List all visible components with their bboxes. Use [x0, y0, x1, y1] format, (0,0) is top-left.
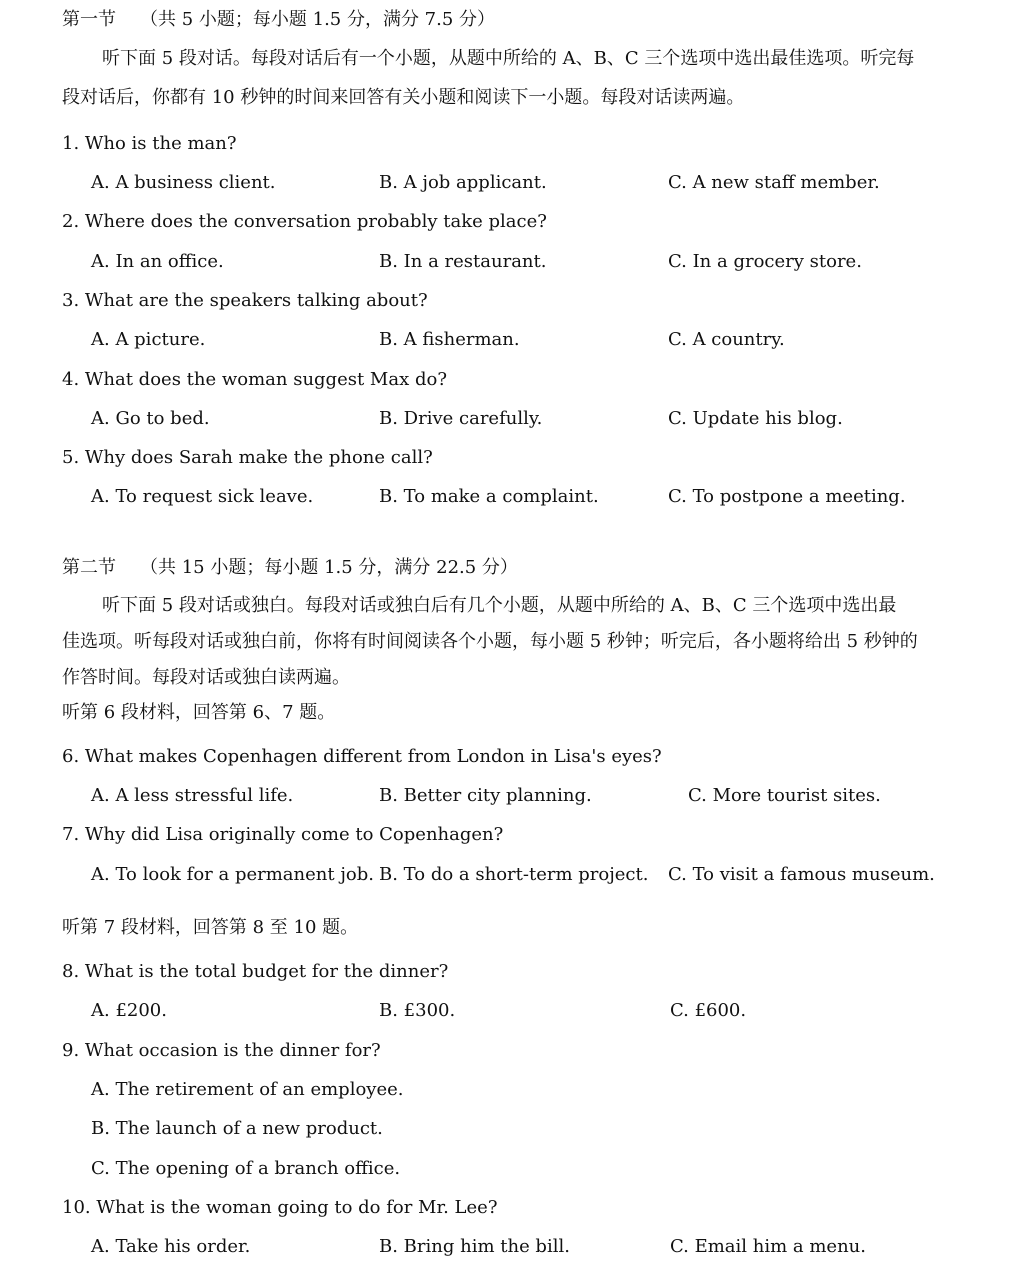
section-1-instruction: 段对话后，你都有 10 秒钟的时间来回答有关小题和阅读下一小题。每段对话读两遍。: [62, 87, 745, 108]
q2-option-b[interactable]: B. In a restaurant.: [379, 251, 547, 272]
section-1-header: [62, 8, 495, 32]
question-4: 4. What does the woman suggest Max do?: [62, 369, 447, 390]
q6-option-c[interactable]: C. More tourist sites.: [688, 785, 881, 806]
section-1-title: 第一节: [62, 9, 116, 30]
question-8: 8. What is the total budget for the dinner?: [62, 961, 449, 982]
question-10: 10. What is the woman going to do for Mr. Lee?: [62, 1197, 498, 1218]
section-2-instruction: 听下面 5 段对话或独白。每段对话或独白后有几个小题，从题中所给的 A、B、C 三个选项中选出最: [102, 595, 897, 616]
question-5: 5. Why does Sarah make the phone call?: [62, 447, 433, 468]
q9-option-b[interactable]: B. The launch of a new product.: [91, 1118, 383, 1139]
material-6-instruction: 听第 6 段材料，回答第 6、7 题。: [62, 702, 336, 723]
q9-option-a[interactable]: A. The retirement of an employee.: [91, 1079, 404, 1100]
q2-option-a[interactable]: A. In an office.: [91, 251, 224, 272]
q10-option-b[interactable]: B. Bring him the bill.: [379, 1236, 570, 1257]
section-1-instruction: 听下面 5 段对话。每段对话后有一个小题，从题中所给的 A、B、C 三个选项中选出最佳选项。听完每: [102, 48, 915, 69]
question-3: 3. What are the speakers talking about?: [62, 290, 428, 311]
section-2-instruction: 佳选项。听每段对话或独白前，你将有时间阅读各个小题，每小题 5 秒钟；听完后，各小题将给出 5 秒钟的: [62, 631, 918, 652]
material-7-instruction: 听第 7 段材料，回答第 8 至 10 题。: [62, 917, 359, 938]
q7-option-b[interactable]: B. To do a short-term project.: [379, 864, 649, 885]
section-2-instruction: 作答时间。每段对话或独白读两遍。: [62, 667, 350, 688]
q8-option-c[interactable]: C. £600.: [670, 1000, 747, 1021]
q6-option-a[interactable]: A. A less stressful life.: [91, 785, 294, 806]
q1-option-c[interactable]: C. A new staff member.: [668, 172, 880, 193]
section-1-info: （共 5 小题；每小题 1.5 分，满分 7.5 分）: [140, 9, 496, 30]
question-1: 1. Who is the man?: [62, 133, 237, 154]
q4-option-a[interactable]: A. Go to bed.: [91, 408, 210, 429]
section-2-header: [62, 556, 518, 580]
q1-option-a[interactable]: A. A business client.: [91, 172, 276, 193]
q9-option-c[interactable]: C. The opening of a branch office.: [91, 1158, 401, 1179]
q5-option-b[interactable]: B. To make a complaint.: [379, 486, 599, 507]
q8-option-b[interactable]: B. £300.: [379, 1000, 456, 1021]
question-2: 2. Where does the conversation probably take place?: [62, 211, 547, 232]
q10-option-c[interactable]: C. Email him a menu.: [670, 1236, 866, 1257]
q7-option-c[interactable]: C. To visit a famous museum.: [668, 864, 935, 885]
q10-option-a[interactable]: A. Take his order.: [91, 1236, 251, 1257]
q4-option-c[interactable]: C. Update his blog.: [668, 408, 843, 429]
section-2-title: 第二节: [62, 557, 116, 578]
q1-option-b[interactable]: B. A job applicant.: [379, 172, 547, 193]
q5-option-a[interactable]: A. To request sick leave.: [91, 486, 314, 507]
q7-option-a[interactable]: A. To look for a permanent job.: [91, 864, 374, 885]
q5-option-c[interactable]: C. To postpone a meeting.: [668, 486, 906, 507]
q3-option-a[interactable]: A. A picture.: [91, 329, 206, 350]
q3-option-b[interactable]: B. A fisherman.: [379, 329, 520, 350]
q8-option-a[interactable]: A. £200.: [91, 1000, 167, 1021]
q3-option-c[interactable]: C. A country.: [668, 329, 785, 350]
q6-option-b[interactable]: B. Better city planning.: [379, 785, 592, 806]
section-2-info: （共 15 小题；每小题 1.5 分，满分 22.5 分）: [140, 557, 518, 578]
q4-option-b[interactable]: B. Drive carefully.: [379, 408, 543, 429]
question-6: 6. What makes Copenhagen different from London in Lisa's eyes?: [62, 746, 662, 767]
question-7: 7. Why did Lisa originally come to Copenhagen?: [62, 824, 504, 845]
question-9: 9. What occasion is the dinner for?: [62, 1040, 381, 1061]
q2-option-c[interactable]: C. In a grocery store.: [668, 251, 862, 272]
